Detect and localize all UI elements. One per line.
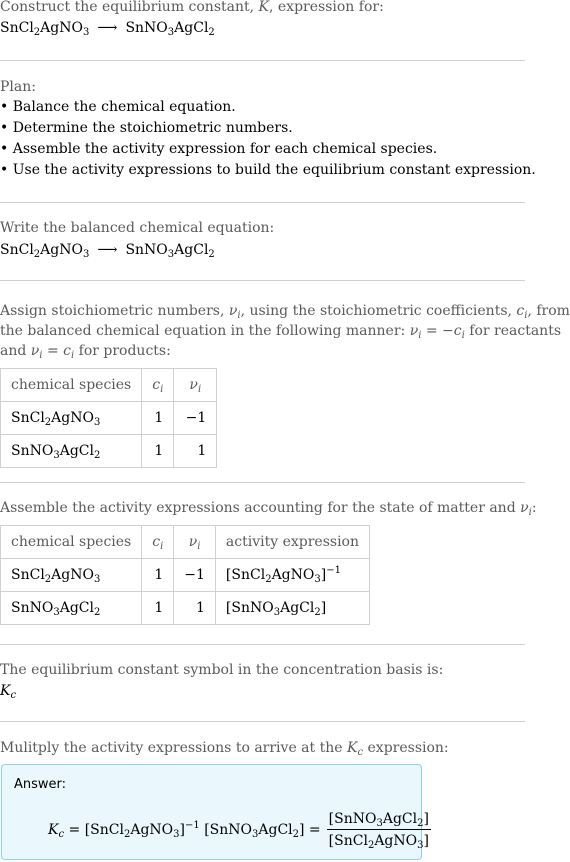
column-header: $\nu_i$: [174, 369, 217, 402]
column-header: chemical species: [1, 526, 142, 559]
plan-step: • Balance the chemical equation.: [0, 99, 236, 115]
column-header: $\nu_i$: [174, 526, 216, 559]
species-cell: SnNO$_3$AgCl$_2$: [1, 592, 142, 625]
activity-expression-cell: [SnCl$_2$AgNO$_3$]$^{-1}$: [215, 559, 369, 592]
stoich-text-line2: the balanced chemical equation in the following manner: $\nu_i = -c_i$ for reactants: [0, 323, 562, 341]
product-formula: SnNO$_3$AgCl$_2$: [125, 20, 215, 38]
plan-step: • Use the activity expressions to build the equilibrium constant expression.: [0, 162, 536, 178]
answer-expression: $K_c$ = [SnCl$_2$AgNO$_3$]$^{-1}$ [SnNO$_3$AgCl$_2$] = $\frac{[SnNO_3AgCl_2]}{[SnCl_2AgNO_3]}$: [48, 811, 429, 851]
nu-cell: 1: [174, 592, 216, 625]
reaction-arrow: ⟶: [97, 20, 118, 36]
plan-step: • Assemble the activity expression for each chemical species.: [0, 141, 438, 157]
species-cell: SnNO$_3$AgCl$_2$: [1, 435, 142, 468]
c-cell: 1: [142, 592, 174, 625]
divider: [0, 202, 525, 203]
nu-cell: −1: [174, 402, 217, 435]
table-row: [1, 592, 370, 625]
stoich-table: [0, 368, 217, 468]
divider: [0, 644, 525, 645]
symbol-kc: $K_c$: [0, 683, 17, 701]
stoich-text-line1: Assign stoichiometric numbers, $\nu_i$, using the stoichiometric coefficients, $c_i$, from: [0, 303, 570, 321]
activity-table: [0, 525, 370, 625]
column-header: activity expression: [215, 526, 369, 559]
species-cell: SnCl$_2$AgNO$_3$: [1, 559, 142, 592]
c-cell: 1: [142, 435, 174, 468]
divider: [0, 60, 525, 61]
divider: [0, 482, 525, 483]
c-cell: 1: [142, 559, 174, 592]
balanced-reaction: SnCl$_2$AgNO$_3$ ⟶ SnNO$_3$AgCl$_2$: [0, 242, 215, 260]
stoich-text-line3: and $\nu_i = c_i$ for products:: [0, 343, 171, 361]
nu-cell: −1: [174, 559, 216, 592]
plan-step: • Determine the stoichiometric numbers.: [0, 120, 293, 136]
table-row: [1, 559, 370, 592]
table-row: [1, 435, 217, 468]
answer-box: [1, 764, 429, 860]
species-cell: SnCl$_2$AgNO$_3$: [1, 402, 142, 435]
symbol-text: The equilibrium constant symbol in the concentration basis is:: [0, 662, 444, 678]
divider: [0, 280, 525, 281]
nu-cell: 1: [174, 435, 217, 468]
table-header-row: [1, 369, 217, 402]
activity-text: Assemble the activity expressions accounting for the state of matter and $\nu_i$:: [0, 500, 537, 518]
c-cell: 1: [142, 402, 174, 435]
answer-label: Answer:: [14, 777, 67, 792]
intro-text: Construct the equilibrium constant, K, expression for:: [0, 0, 384, 15]
intro-reaction: [0, 18, 215, 39]
divider: [0, 721, 525, 722]
answer-fraction: $\frac{[SnNO_3AgCl_2]}{[SnCl_2AgNO_3]}$: [328, 811, 429, 851]
table-row: [1, 402, 217, 435]
reactant-formula: SnCl$_2$AgNO$_3$: [0, 20, 90, 38]
column-header: $c_i$: [142, 369, 174, 402]
balanced-title: Write the balanced chemical equation:: [0, 220, 275, 236]
multiply-text: Mulitply the activity expressions to arrive at the $K_c$ expression:: [0, 740, 449, 758]
column-header: chemical species: [1, 369, 142, 402]
plan-title: Plan:: [0, 79, 36, 95]
column-header: $c_i$: [142, 526, 174, 559]
activity-expression-cell: [SnNO$_3$AgCl$_2$]: [215, 592, 369, 625]
table-header-row: [1, 526, 370, 559]
